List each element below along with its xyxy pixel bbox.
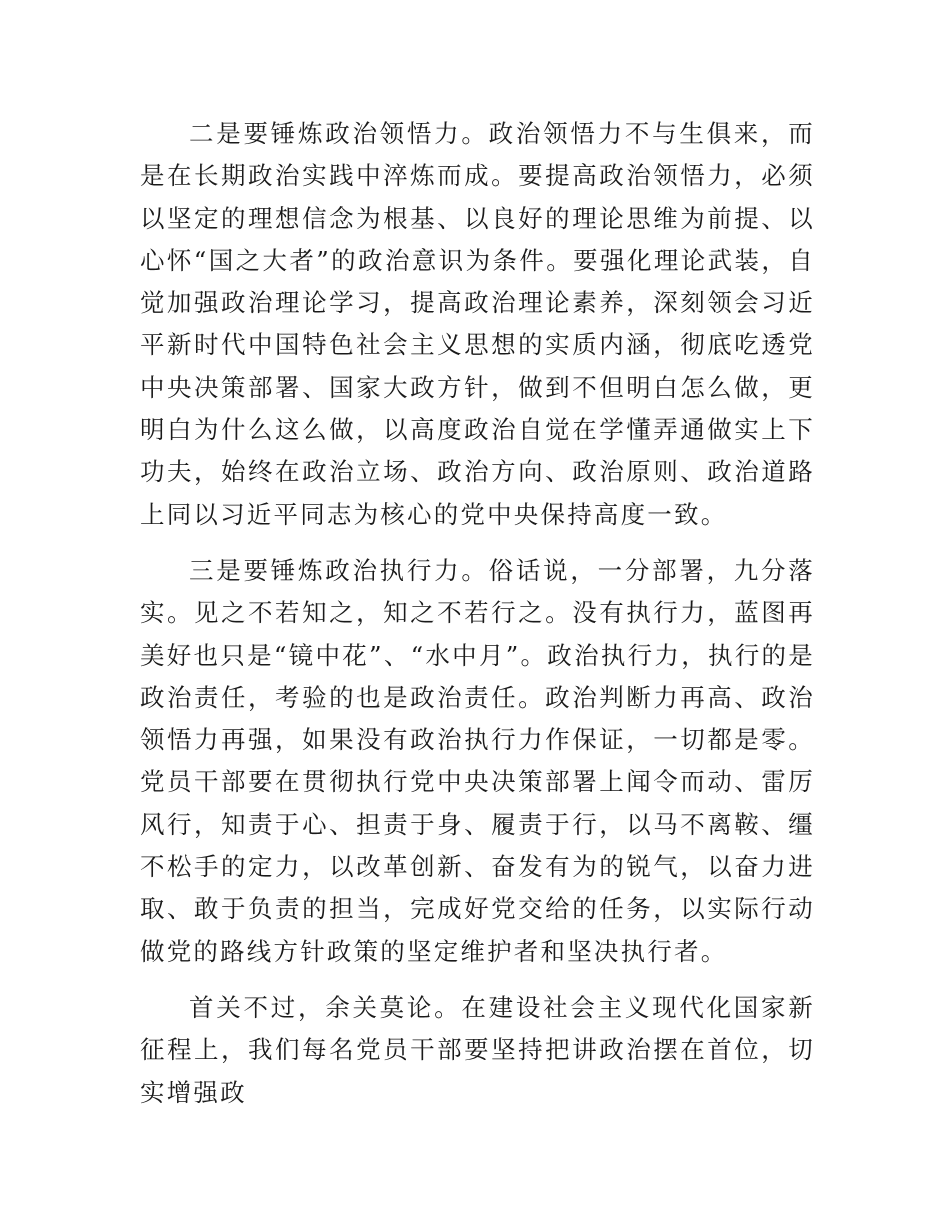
paragraph-political-comprehension: 二是要锤炼政治领悟力。政治领悟力不与生俱来，而是在长期政治实践中淬炼而成。要提高政治领悟力，必须以坚定的理想信念为根基、以良好的理论思维为前提、以心怀“国之大者”的政治意识为条件。要强化理论武装，自觉加强政治理论学习，提高政治理论素养，深刻领会习近平新时代中国特色社会主义思想的实质内涵，彻底吃透党中央决策部署、国家大政方针，做到不但明白怎么做，更明白为什么这么做，以高度政治自觉在学懂弄通做实上下功夫，始终在政治立场、政治方向、政治原则、政治道路上同以习近平同志为核心的党中央保持高度一致。 [140,119,815,529]
paragraph-conclusion: 首关不过，余关莫论。在建设社会主义现代化国家新征程上，我们每名党员干部要坚持把讲政治摆在首位，切实增强政 [140,992,815,1107]
document-body [140,113,815,1114]
paragraph-political-execution: 三是要锤炼政治执行力。俗话说，一分部署，九分落实。见之不若知之，知之不若行之。没有执行力，蓝图再美好也只是“镜中花”、“水中月”。政治执行力，执行的是政治责任，考验的也是政治责任。政治判断力再高、政治领悟力再强，如果没有政治执行力作保证，一切都是零。党员干部要在贯彻执行党中央决策部署上闻令而动、雷厉风行，知责于心、担责于身、履责于行，以马不离鞍、缰不松手的定力，以改革创新、奋发有为的锐气，以奋力进取、敢于负责的担当，完成好党交给的任务，以实际行动做党的路线方针政策的坚定维护者和坚决执行者。 [140,555,815,966]
